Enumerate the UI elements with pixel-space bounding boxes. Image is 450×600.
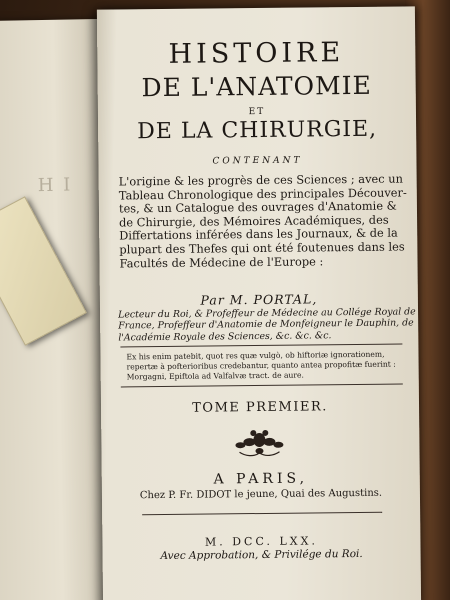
description-line: Tableau Chronologique des principales Découver-	[118, 185, 407, 203]
quote-line: Ex his enim patebit, quot res quæ vulgò, ob hiftoriæ ignorationem,	[126, 349, 385, 362]
floral-vignette-icon	[231, 426, 287, 461]
description-line: L'origine & les progrès de ces Sciences ; avec un	[118, 171, 403, 189]
description-line: Differtations inférées dans les Journaux, & de la	[119, 225, 398, 243]
quote-line: repertæ à pofterioribus credebantur, quanto antea propofitæ fuerint :	[126, 359, 396, 372]
author-line: Par M. PORTAL,	[200, 291, 318, 308]
description-line: Facultés de Médecine de l'Europe :	[119, 253, 324, 271]
publication-year: M. DCC. LXX.	[204, 534, 318, 549]
quote-line: Morgagni, Epiftola ad Valfalvæ tract. de aure.	[126, 370, 304, 382]
description-line: tes, & un Catalogue des ouvrages d'Anatomie &	[118, 198, 397, 216]
title-line-anatomie: DE L'ANATOMIE	[141, 70, 372, 103]
bottom-rule	[121, 383, 403, 387]
author-qualifications	[118, 306, 416, 344]
imprint-rule	[142, 512, 382, 516]
publisher-line: Chez P. Fr. DIDOT le jeune, Quai des Augustins.	[139, 487, 383, 502]
description-line: plupart des Thefes qui ont été foutenues dans les	[119, 239, 405, 257]
qualification-line: l'Académie Royale des Sciences, &c. &c. &c.	[118, 330, 332, 344]
epigraph-quote	[126, 350, 398, 383]
title-page	[97, 6, 421, 600]
qualification-line: France, Profeffeur d'Anatomie de Monfeigneur le Dauphin, de	[118, 317, 414, 332]
title-line-contenant: CONTENANT	[212, 155, 303, 167]
description-paragraph	[118, 171, 407, 271]
title-line-et: ET	[248, 106, 266, 118]
top-rule	[120, 344, 402, 348]
volume-label: TOME PREMIER.	[192, 399, 328, 416]
description-line: de Chirurgie, des Mémoires Académiques, des	[119, 212, 389, 230]
approbation-line: Avec Approbation, & Privilége du Roi.	[160, 547, 363, 563]
publication-place: A PARIS,	[213, 470, 309, 488]
title-line-histoire: HISTOIRE	[168, 37, 345, 70]
bleed-through-text: H I	[37, 174, 73, 197]
title-line-chirurgie: DE LA CHIRURGIE,	[137, 116, 378, 145]
qualification-line: Lecteur du Roi, & Profeffeur de Médecine au Collége Royal de	[118, 306, 416, 321]
